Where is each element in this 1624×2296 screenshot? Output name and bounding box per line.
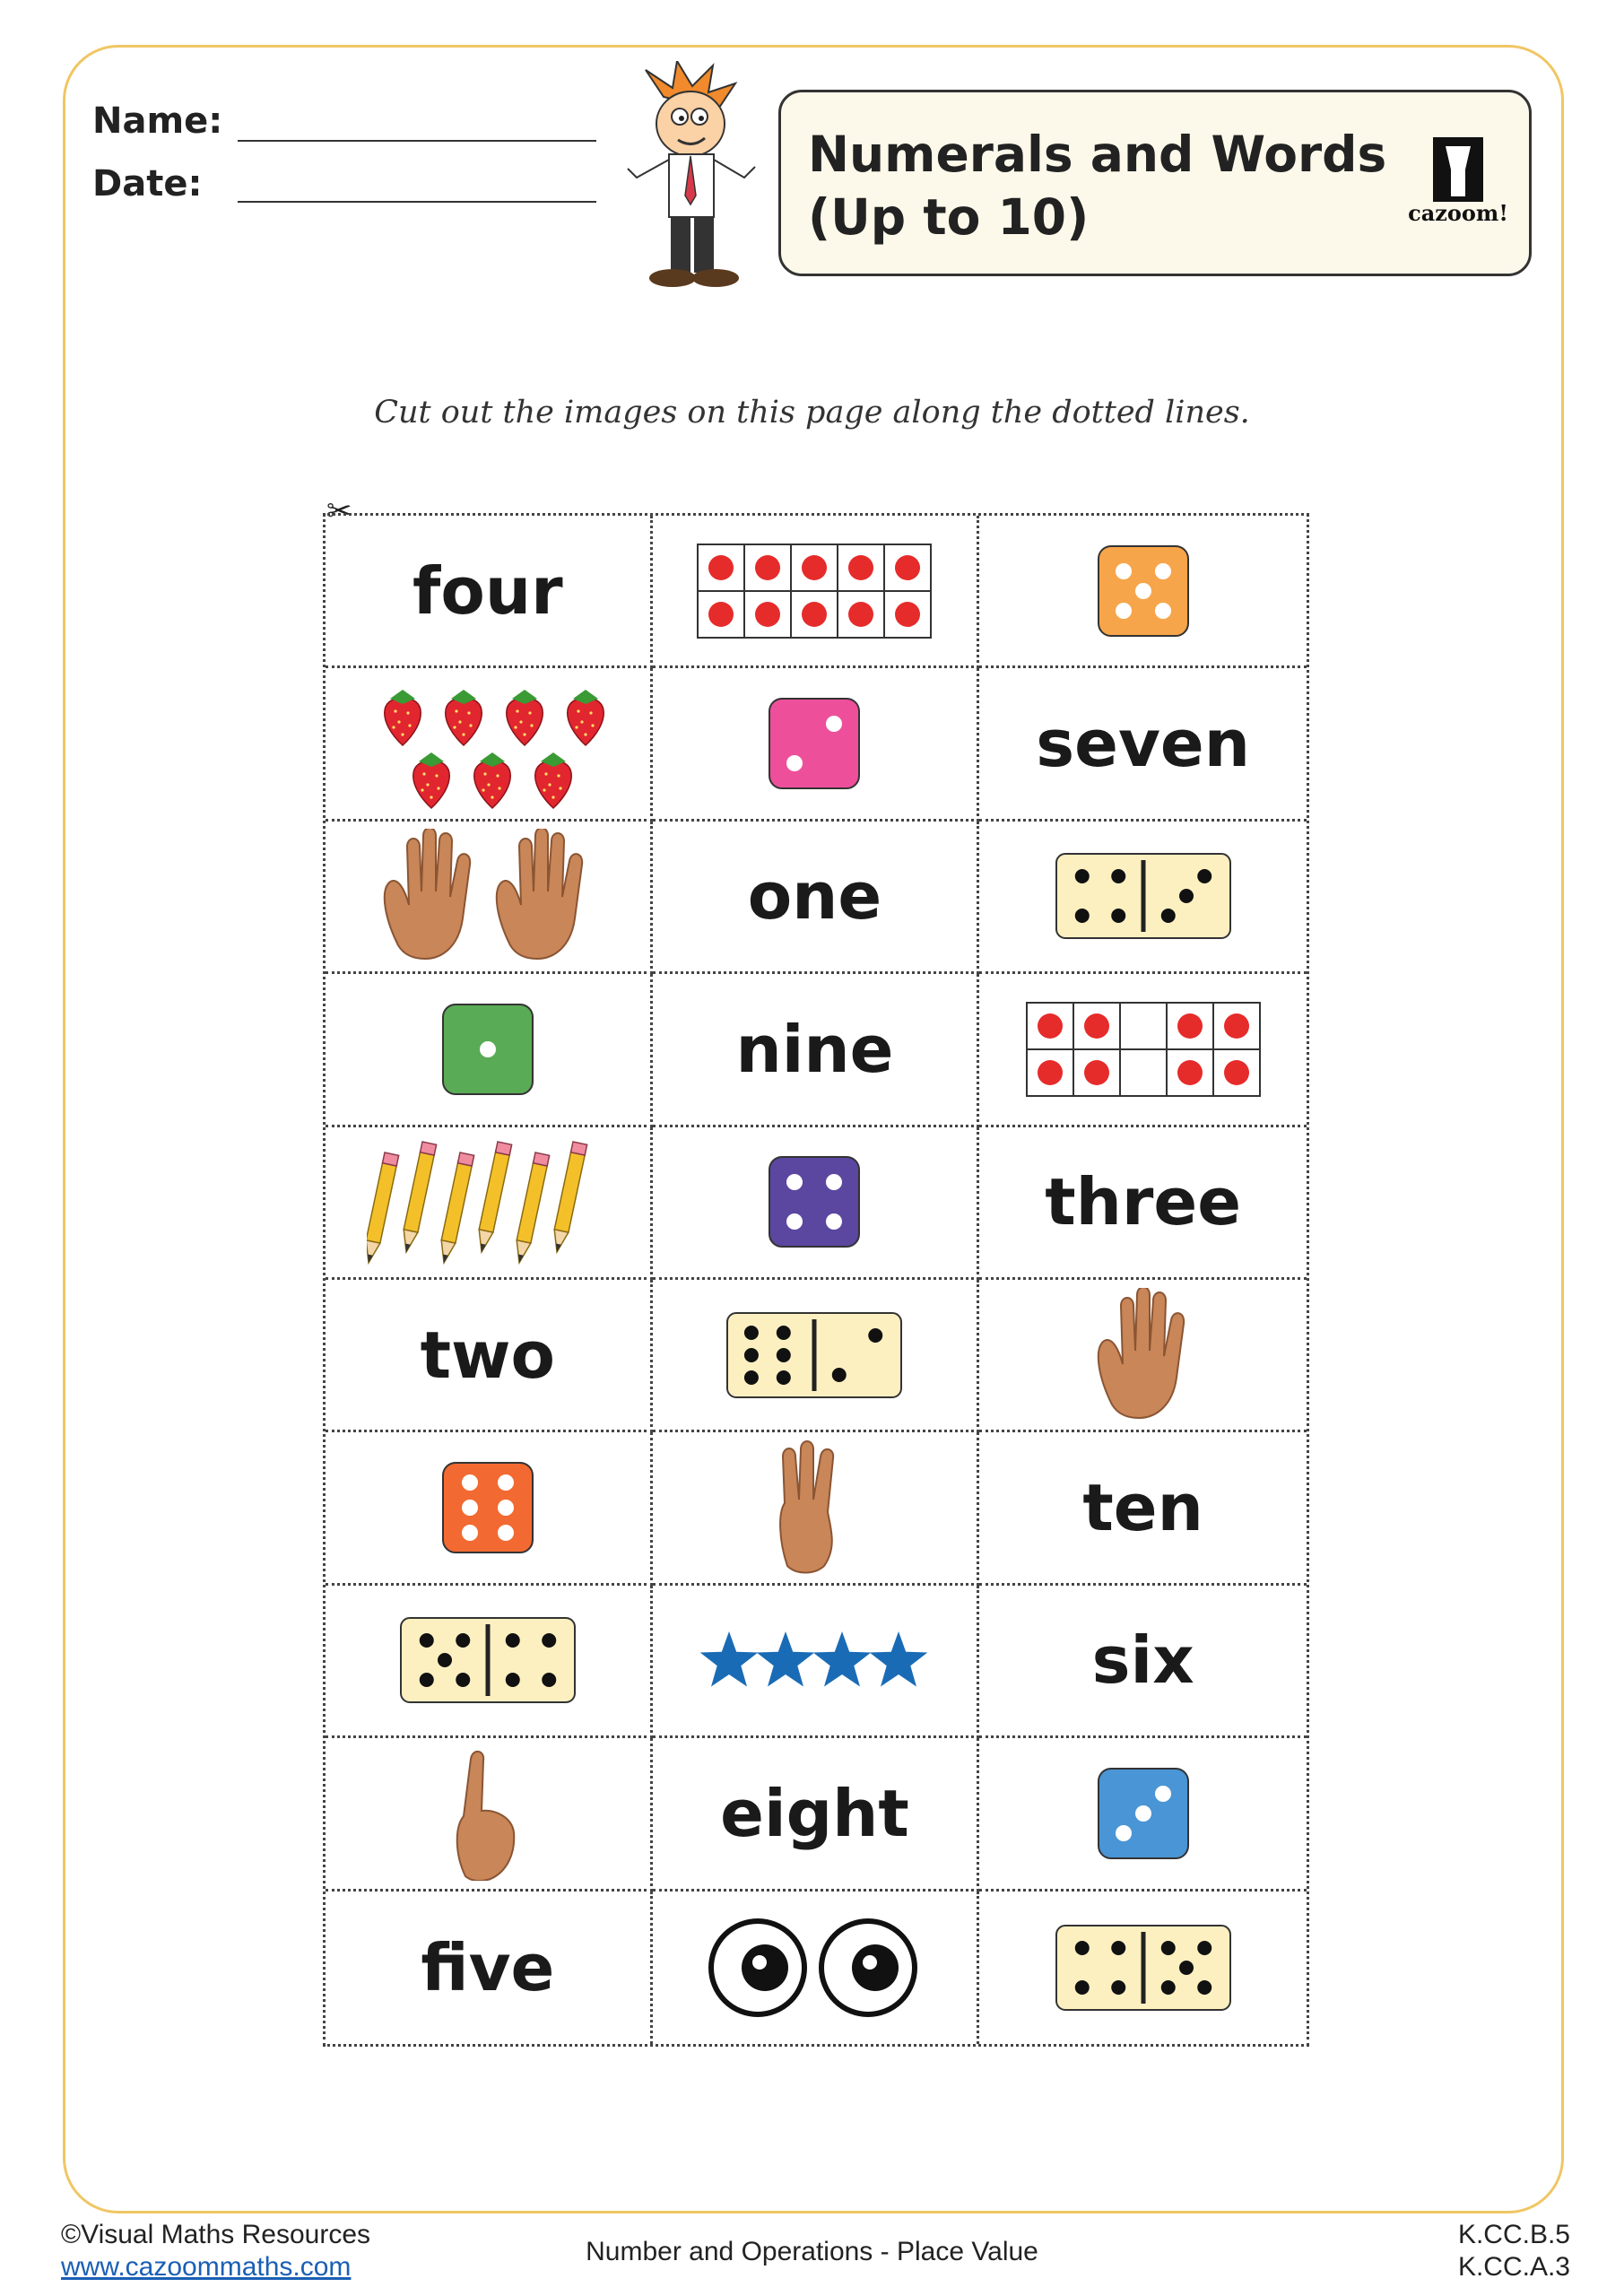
- ten-frame-10: [695, 542, 934, 640]
- strawberry: [535, 761, 572, 808]
- card-8: [653, 822, 980, 974]
- pencil: [367, 1152, 399, 1265]
- domino-pip: [1074, 869, 1089, 883]
- pencil: [474, 1142, 511, 1254]
- strawberries-7: [367, 676, 609, 811]
- domino-pip: [1197, 869, 1211, 883]
- domino-4-3: [1054, 851, 1233, 941]
- domino-pip: [1160, 909, 1175, 923]
- die-pip: [498, 1474, 514, 1491]
- worksheet-title: [808, 123, 1386, 248]
- domino-pip: [869, 1328, 883, 1343]
- date-line: [238, 201, 596, 203]
- ten-frame-dot: [708, 555, 734, 580]
- number-word: ten: [1082, 1470, 1203, 1546]
- title-line-1: Numerals and Words: [808, 126, 1387, 183]
- ten-frame-dot: [848, 555, 873, 580]
- die-pip: [786, 755, 803, 771]
- star: [813, 1631, 872, 1687]
- card-24: [979, 1586, 1307, 1738]
- domino-pip: [744, 1348, 759, 1362]
- footer-right: [1458, 2219, 1570, 2283]
- die-pip: [1135, 583, 1151, 599]
- domino-pip: [832, 1368, 847, 1382]
- domino-pip: [1111, 1941, 1125, 1955]
- card-26: [653, 1738, 980, 1891]
- die-pip: [1155, 1786, 1171, 1802]
- die-pip: [1116, 1825, 1132, 1841]
- strawberry: [385, 699, 421, 745]
- card-15: [979, 1127, 1307, 1280]
- cazoom-logo-text: cazoom!: [1408, 200, 1508, 226]
- ten-frame-dot: [1177, 1013, 1203, 1039]
- card-22: [326, 1586, 653, 1738]
- card-12: [979, 974, 1307, 1126]
- strawberry: [446, 699, 482, 745]
- ten-frame-8: [1024, 1000, 1263, 1099]
- card-27: [979, 1738, 1307, 1891]
- star: [757, 1631, 815, 1687]
- card-20: [653, 1432, 980, 1585]
- domino-4-5: [1054, 1923, 1233, 2013]
- domino-pip: [1179, 1961, 1194, 1975]
- pencil: [399, 1142, 436, 1254]
- card-14: [653, 1127, 980, 1280]
- die-pip: [498, 1500, 514, 1516]
- card-7: [326, 822, 653, 974]
- die-pip: [498, 1525, 514, 1541]
- card-2: [653, 516, 980, 668]
- card-30: [979, 1892, 1307, 2044]
- ten-frame-dot: [802, 555, 827, 580]
- ten-frame-dot: [1224, 1013, 1249, 1039]
- standard-code-2: K.CC.A.3: [1457, 2252, 1570, 2282]
- domino-pip: [1160, 1941, 1175, 1955]
- card-17: [653, 1280, 980, 1432]
- cazoom-logo: [1400, 134, 1516, 226]
- number-word: two: [420, 1317, 556, 1393]
- domino-pip: [506, 1673, 520, 1687]
- die-3: [1094, 1764, 1193, 1863]
- domino-pip: [456, 1633, 470, 1648]
- cazoom-logo-icon: [1429, 134, 1487, 205]
- domino-pip: [506, 1633, 520, 1648]
- domino-pip: [1074, 909, 1089, 923]
- card-10: [326, 974, 653, 1126]
- pencils-6: [367, 1135, 609, 1269]
- die-pip: [786, 1213, 803, 1230]
- hand: [497, 829, 582, 959]
- die-pip: [826, 716, 842, 732]
- number-word: six: [1091, 1622, 1194, 1699]
- domino-pip: [456, 1673, 470, 1687]
- card-28: [326, 1892, 653, 2044]
- number-word: five: [421, 1929, 555, 2005]
- domino-pip: [1111, 869, 1125, 883]
- pupil: [852, 1944, 899, 1991]
- pencil: [512, 1152, 549, 1265]
- ten-frame-dot: [708, 602, 734, 627]
- ten-frame-dot: [1038, 1013, 1063, 1039]
- number-word: nine: [735, 1011, 894, 1087]
- title-line-2: (Up to 10): [808, 188, 1090, 246]
- mascot-illustration: [610, 61, 771, 301]
- die-pip: [786, 1174, 803, 1190]
- ten-frame-dot: [1084, 1013, 1109, 1039]
- ten-frame-dot: [755, 555, 780, 580]
- name-line: [238, 140, 596, 142]
- finger: [457, 1752, 515, 1881]
- die-pip: [1135, 1805, 1151, 1822]
- strawberry: [474, 761, 511, 808]
- card-13: [326, 1127, 653, 1280]
- domino-6-2: [725, 1310, 904, 1400]
- die-pip: [1155, 603, 1171, 619]
- card-6: [979, 668, 1307, 821]
- scissors-icon: ✂: [326, 493, 352, 529]
- title-box: [778, 90, 1532, 276]
- domino-pip: [542, 1673, 556, 1687]
- domino-pip: [542, 1633, 556, 1648]
- cut-out-card-grid: [323, 513, 1309, 2047]
- domino-pip: [438, 1653, 452, 1667]
- star: [870, 1631, 928, 1687]
- pupil: [742, 1944, 788, 1991]
- number-word: eight: [720, 1775, 909, 1851]
- stars-4: [698, 1624, 931, 1696]
- strawberry: [507, 699, 543, 745]
- ten-frame-dot: [895, 555, 920, 580]
- domino-pip: [1197, 1941, 1211, 1955]
- number-word: one: [747, 858, 882, 935]
- domino-pip: [777, 1326, 791, 1340]
- die-pip: [1116, 563, 1132, 579]
- date-label: Date:: [92, 163, 203, 204]
- domino-pip: [420, 1673, 434, 1687]
- card-16: [326, 1280, 653, 1432]
- hand-5: [1085, 1288, 1202, 1422]
- domino-pip: [1074, 1941, 1089, 1955]
- ten-frame-dot: [848, 602, 873, 627]
- hand: [781, 1441, 834, 1573]
- domino-pip: [1074, 1980, 1089, 1995]
- die-pip: [1116, 603, 1132, 619]
- finger-1: [439, 1746, 537, 1881]
- card-21: [979, 1432, 1307, 1585]
- instruction-text: Cut out the images on this page along the dotted lines.: [374, 395, 1250, 430]
- card-25: [326, 1738, 653, 1891]
- domino-pip: [744, 1326, 759, 1340]
- card-19: [326, 1432, 653, 1585]
- card-4: [326, 668, 653, 821]
- card-11: [653, 974, 980, 1126]
- name-label: Name:: [92, 100, 223, 142]
- card-5: [653, 668, 980, 821]
- card-29: [653, 1892, 980, 2044]
- domino-pip: [777, 1348, 791, 1362]
- ten-frame-dot: [1177, 1060, 1203, 1085]
- die-1: [439, 1000, 537, 1099]
- domino-pip: [744, 1370, 759, 1385]
- die-pip: [462, 1525, 478, 1541]
- hand-3-fingers: [765, 1440, 864, 1575]
- pencil: [550, 1142, 586, 1254]
- card-23: [653, 1586, 980, 1738]
- ten-frame-dot: [802, 602, 827, 627]
- ten-frame-dot: [895, 602, 920, 627]
- die-5: [1094, 542, 1193, 640]
- ten-frame-dot: [1038, 1060, 1063, 1085]
- die-pip: [462, 1474, 478, 1491]
- die-pip: [480, 1041, 496, 1057]
- card-3: [979, 516, 1307, 668]
- domino-pip: [1111, 1980, 1125, 1995]
- ten-frame-dot: [1224, 1060, 1249, 1085]
- two-hands-10: [376, 829, 600, 963]
- card-18: [979, 1280, 1307, 1432]
- card-9: [979, 822, 1307, 974]
- die-pip: [826, 1213, 842, 1230]
- number-word: three: [1045, 1164, 1242, 1240]
- hand: [1098, 1288, 1183, 1418]
- die-pip: [826, 1174, 842, 1190]
- strawberry: [413, 761, 450, 808]
- domino-pip: [777, 1370, 791, 1385]
- domino-pip: [420, 1633, 434, 1648]
- pencil: [437, 1152, 473, 1265]
- die-pip: [1155, 563, 1171, 579]
- domino-pip: [1111, 909, 1125, 923]
- ten-frame-dot: [1084, 1060, 1109, 1085]
- star: [700, 1631, 759, 1687]
- domino-5-4: [398, 1615, 578, 1705]
- die-6: [439, 1458, 537, 1557]
- eyes-2: [702, 1914, 926, 2022]
- footer-topic: Number and Operations - Place Value: [586, 2237, 1038, 2266]
- number-word: seven: [1036, 706, 1251, 782]
- number-word: four: [413, 552, 563, 629]
- die-4: [765, 1152, 864, 1251]
- die-2: [765, 694, 864, 793]
- domino-pip: [1160, 1980, 1175, 1995]
- hand: [385, 829, 470, 959]
- domino-pip: [1197, 1980, 1211, 1995]
- website-link[interactable]: www.cazoommaths.com: [61, 2252, 352, 2282]
- die-pip: [462, 1500, 478, 1516]
- ten-frame-dot: [755, 602, 780, 627]
- card-1: [326, 516, 653, 668]
- domino-pip: [1179, 889, 1194, 903]
- copyright-text: ©Visual Maths Resources: [61, 2220, 371, 2249]
- standard-code-1: K.CC.B.5: [1457, 2220, 1570, 2249]
- strawberry: [568, 699, 604, 745]
